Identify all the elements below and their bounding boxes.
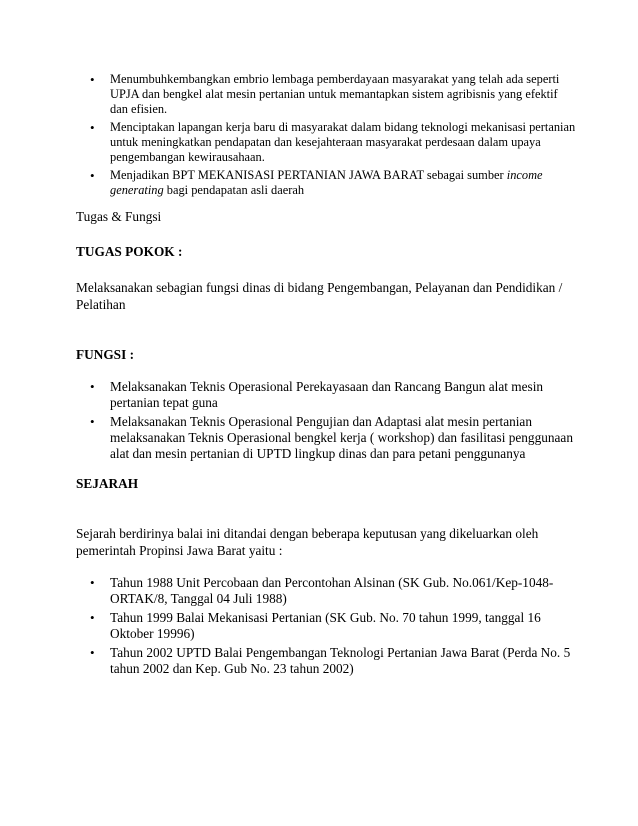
list-item [76,168,578,198]
objectives-list [76,72,578,198]
fungsi-heading: FUNGSI : [76,347,134,362]
sejarah-list [76,575,578,677]
sejarah-heading: SEJARAH [76,476,139,491]
list-item: • Menumbuhkembangkan embrio lembaga pemberdayaan masyarakat yang telah ada seperti UPJA dan bengkel alat mesin pertanian untuk memantapkan sistem agribisnis yang efektif dan efisien. [76,72,578,117]
list-item: • Tahun 2002 UPTD Balai Pengembangan Teknologi Pertanian Jawa Barat (Perda No. 5 tahun 2002 dan Kep. Gub No. 23 tahun 2002) [76,645,578,677]
item-text: bagi pendapatan asli daerah [163,183,305,197]
list-item: • Tahun 1988 Unit Percobaan dan Percontohan Alsinan (SK Gub. No.061/Kep-1048-ORTAK/8, Tanggal 04 Juli 1988) [76,575,578,607]
list-item: • Melaksanakan Teknis Operasional Pengujian dan Adaptasi alat mesin pertanian melaksanakan Teknis Operasional bengkel kerja ( workshop) dan fasilitasi penggunaan alat dan mesin pertanian di UPTD lingkup dinas dan para petani penggunanya [76,414,578,462]
list-item: • Menciptakan lapangan kerja baru di masyarakat dalam bidang teknologi mekanisasi pertanian untuk meningkatkan pendapatan dan kesejahteraan masyarakat perdesaan dalam upaya pengembangan kewirausahaan. [76,120,578,165]
section-label: Tugas & Fungsi [76,209,162,224]
tugas-pokok-text: Melaksanakan sebagian fungsi dinas di bidang Pengembangan, Pelayanan dan Pendidikan / Pelatihan [76,280,563,312]
list-item: • Tahun 1999 Balai Mekanisasi Pertanian (SK Gub. No. 70 tahun 1999, tanggal 16 Oktober 19996) [76,610,578,642]
tugas-pokok-heading: TUGAS POKOK : [76,244,183,259]
sejarah-text: Sejarah berdirinya balai ini ditandai dengan beberapa keputusan yang dikeluarkan oleh pemerintah Propinsi Jawa Barat yaitu : [76,526,539,558]
item-text: Menjadikan BPT MEKANISASI PERTANIAN JAWA BARAT sebagai sumber [110,168,507,182]
item-italic-text: income generating [110,168,543,197]
fungsi-list [76,379,578,462]
list-item: • Melaksanakan Teknis Operasional Perekayasaan dan Rancang Bangun alat mesin pertanian tepat guna [76,379,578,411]
